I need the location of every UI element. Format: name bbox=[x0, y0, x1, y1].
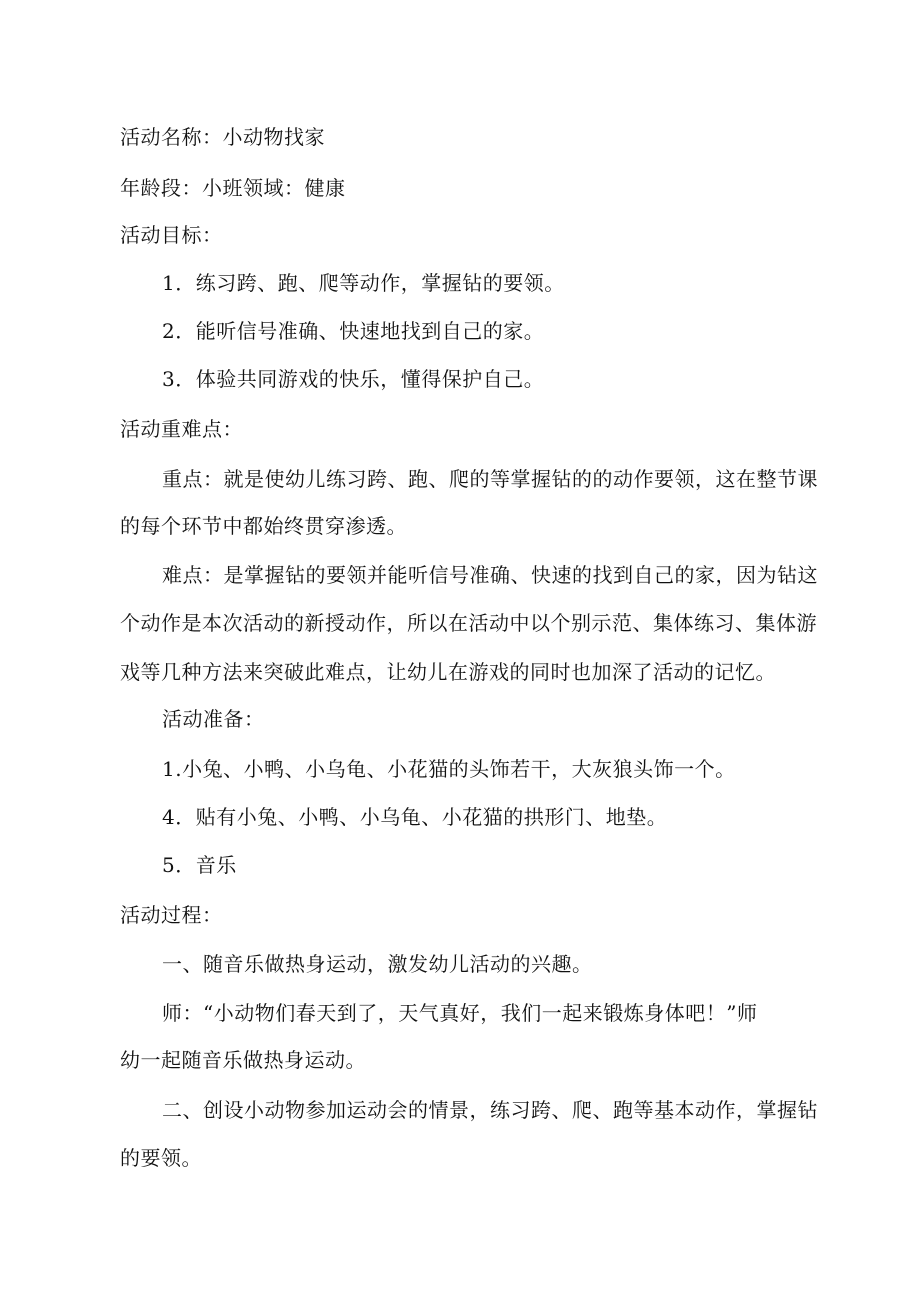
difficulty-line-2: 个动作是本次活动的新授动作，所以在活动中以个别示范、集体练习、集体游 bbox=[120, 611, 817, 635]
goal-item-2: 2．能听信号准确、快速地找到自己的家。 bbox=[162, 319, 545, 343]
preparation-item-4: 4．贴有小兔、小鸭、小乌龟、小花猫的拱形门、地垫。 bbox=[162, 805, 668, 829]
goal-item-1: 1．练习跨、跑、爬等动作，掌握钻的要领。 bbox=[162, 271, 565, 295]
key-point-line-1: 重点：就是使幼儿练习跨、跑、爬的等掌握钻的的动作要领，这在整节课 bbox=[162, 467, 818, 491]
age-group-domain: 年龄段：小班领域：健康 bbox=[120, 176, 346, 200]
preparation-heading: 活动准备： bbox=[162, 707, 265, 731]
activity-name: 活动名称：小动物找家 bbox=[120, 125, 325, 149]
key-point-line-2: 的每个环节中都始终贯穿渗透。 bbox=[120, 514, 407, 538]
process-heading: 活动过程： bbox=[120, 903, 223, 927]
difficulty-line-1: 难点：是掌握钻的要领并能听信号准确、快速的找到自己的家，因为钻这 bbox=[162, 563, 818, 587]
process-step-2-line-2: 的要领。 bbox=[120, 1146, 202, 1170]
preparation-item-5: 5．音乐 bbox=[162, 853, 237, 877]
goal-item-3: 3．体验共同游戏的快乐，懂得保护自己。 bbox=[162, 367, 545, 391]
teacher-quote-line-2: 幼一起随音乐做热身运动。 bbox=[120, 1048, 366, 1072]
goals-heading: 活动目标： bbox=[120, 223, 223, 247]
key-points-heading: 活动重难点： bbox=[120, 417, 243, 441]
teacher-quote-line-1: 师：“小动物们春天到了，天气真好，我们一起来锻炼身体吧！”师 bbox=[162, 1001, 758, 1025]
process-step-2-line-1: 二、创设小动物参加运动会的情景，练习跨、爬、跑等基本动作，掌握钻 bbox=[162, 1098, 818, 1122]
process-step-1: 一、随音乐做热身运动，激发幼儿活动的兴趣。 bbox=[162, 952, 593, 976]
difficulty-line-3: 戏等几种方法来突破此难点，让幼儿在游戏的同时也加深了活动的记忆。 bbox=[120, 660, 776, 684]
preparation-item-1: 1.小兔、小鸭、小乌龟、小花猫的头饰若干，大灰狼头饰一个。 bbox=[162, 757, 736, 781]
